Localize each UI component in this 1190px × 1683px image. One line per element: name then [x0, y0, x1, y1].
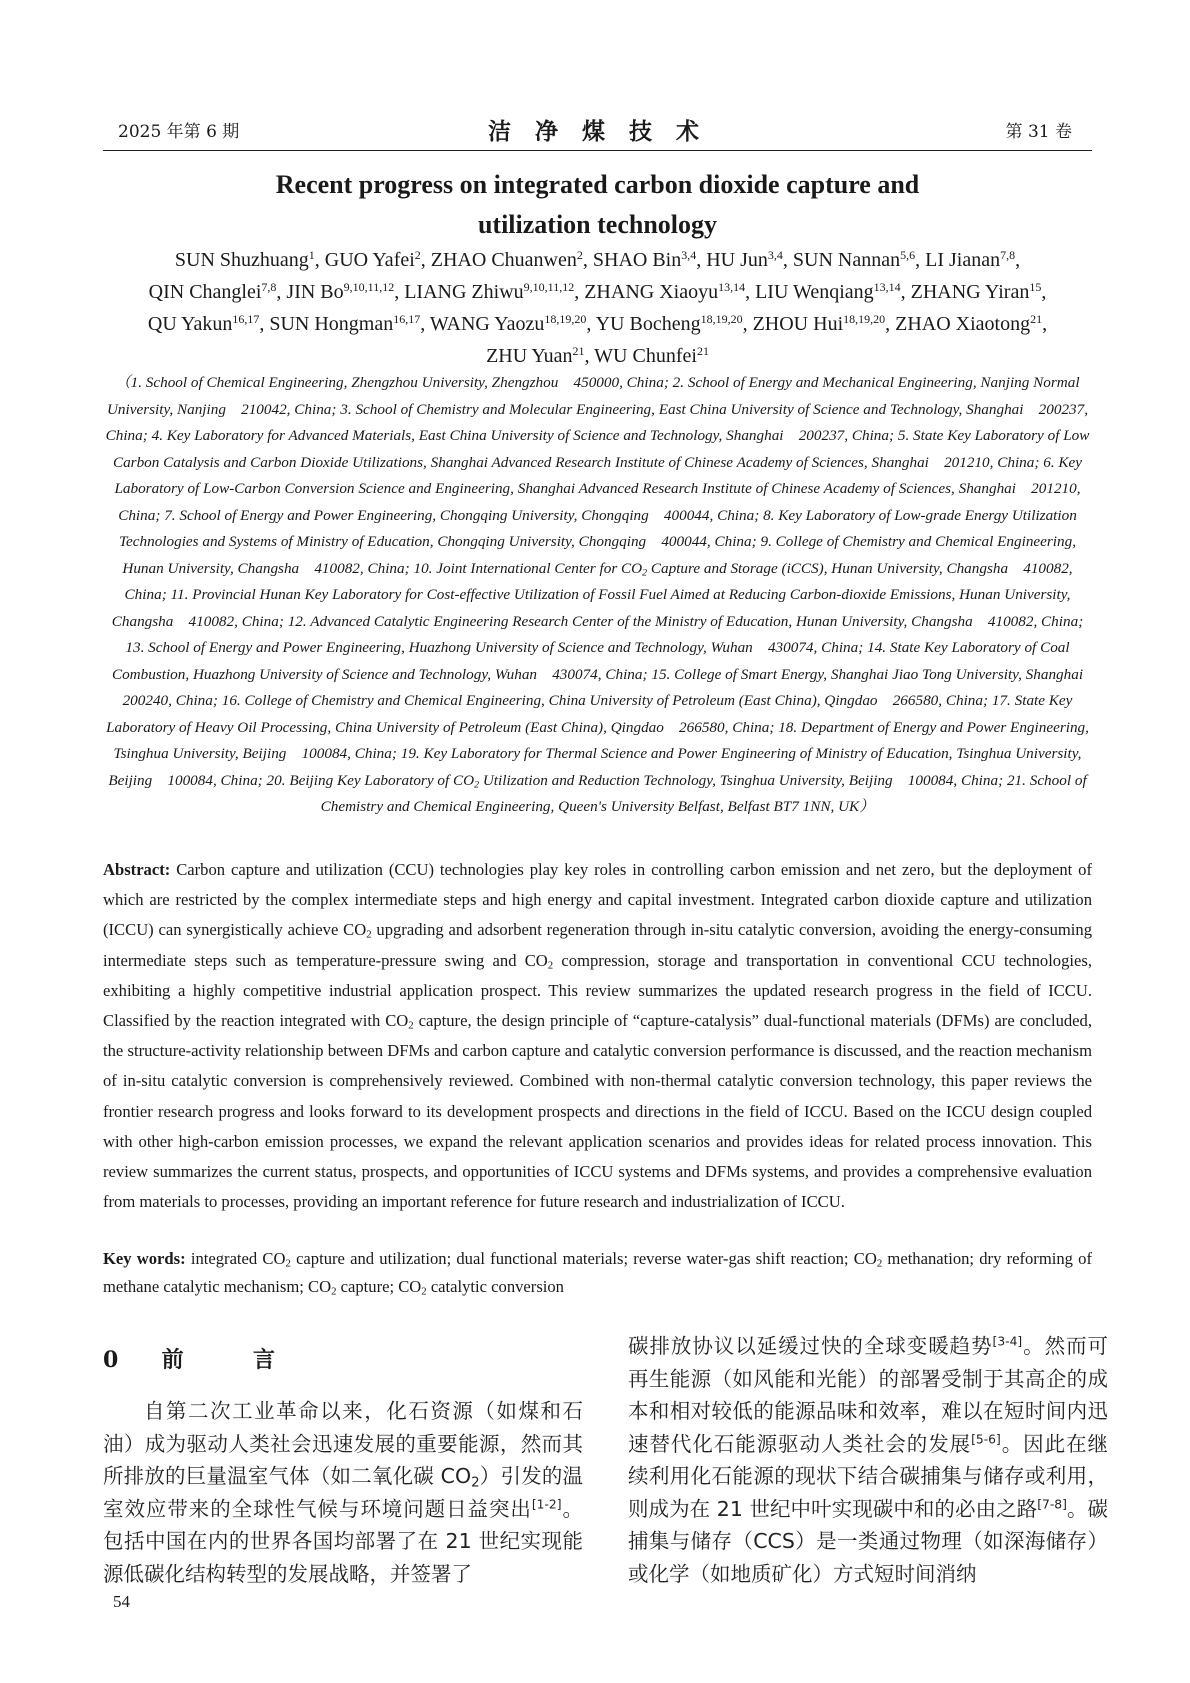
keywords-text: integrated $CO_2$ capture and utilization; dual functional materials; reverse water-gas shift reaction; $CO_2$ methanation; dry reforming of methane catalytic mechanism; $CO_2$ capture; $CO_2$ catalytic conversion	[103, 1249, 1092, 1298]
affiliation-item: 11. Provincial Hunan Key Laboratory for Cost-effective Utilization of Fossil Fuel Aimed at Reducing Carbon-dioxide Emissions, Hunan University, Changsha 410082, China	[111, 586, 1071, 630]
body-column-right	[628, 1330, 1108, 1590]
author-name: WU Chunfei	[594, 345, 697, 367]
author-affiliation-mark: 18,19,20	[544, 311, 587, 326]
author	[925, 249, 1015, 271]
subscript: 2	[331, 1285, 337, 1298]
author-name: ZHAO Xiaotong	[895, 313, 1031, 335]
author-affiliation-mark: 21	[572, 343, 585, 358]
author	[148, 313, 259, 335]
affiliation-item: 17. State Key Laboratory of Heavy Oil Processing, China University of Petroleum (East China), Qingdao 266580, China	[106, 692, 1073, 736]
author-name: SHAO Bin	[592, 249, 682, 271]
affiliation-item: 10. Joint International Center for $CO_2$ Capture and Storage (iCCS), Hunan University, Changsha 410082, China	[124, 559, 1073, 603]
author-affiliation-mark: 1	[308, 247, 315, 262]
author-name: YU Bocheng	[595, 313, 701, 335]
affiliations	[103, 370, 1099, 821]
author-affiliation-mark: 13,14	[873, 279, 901, 294]
affiliation-item: 18. Department of Energy and Power Engineering, Tsinghua University, Beijing 100084, China	[113, 718, 1089, 762]
author-affiliation-mark: 18,19,20	[843, 311, 886, 326]
affiliation-item: 8. Key Laboratory of Low-grade Energy Utilization Technologies and Systems of Ministry of Education, Chongqing University, Chongqing 400044, China	[118, 506, 1077, 550]
author	[593, 249, 696, 271]
subscript: 2	[366, 929, 372, 942]
author-affiliation-mark: 7,8	[261, 279, 277, 294]
author-name: ZHU Yuan	[486, 345, 573, 367]
author	[404, 281, 574, 303]
author-affiliation-mark: 18,19,20	[700, 311, 743, 326]
author-affiliation-mark: 21	[1030, 311, 1043, 326]
article-title	[103, 165, 1092, 245]
author-name: SUN Shuzhuang	[174, 249, 309, 271]
intro-paragraph-right: 碳排放协议以延缓过快的全球变暖趋势[3-4]。然而可再生能源（如风能和光能）的部署受制于其高企的成本和相对较低的能源品味和效率，难以在短时间内迅速替代化石能源驱动人类社会的发展[5-6]。因此在继续利用化石能源的现状下结合碳捕集与储存或利用，则成为在 21 世纪中叶实现碳中和的必由之路[7-8]。碳捕集与储存（CCS）是一类通过物理（如深海储存）或化学（如地质矿化）方式短时间消纳	[628, 1334, 1109, 1586]
author	[793, 249, 915, 271]
section-title-char-2: 言	[253, 1347, 278, 1373]
subscript: 2	[474, 778, 480, 790]
author-name: LIANG Zhiwu	[404, 281, 524, 303]
subscript: 2	[421, 1285, 427, 1298]
body-column-left	[103, 1395, 583, 1590]
abstract-label: Abstract:	[103, 860, 171, 879]
author-affiliation-mark: 13,14	[718, 279, 746, 294]
author	[753, 313, 886, 335]
author-list: SUN Shuzhuang$^1$, GUO Yafei$^2$, ZHAO Chuanwen$^2$, SHAO Bin$^{3,4}$, HU Jun$^{3,4}$, SUN Nannan$^{5,6}$, LI Jianan$^{7,8}$, QIN Changlei$^{7,8}$, JIN Bo$^{9,10,11,12}$, LIANG Zhiwu$^{9,10,11,12}$, ZHANG Xiaoyu$^{13,14}$, LIU Wenqiang$^{13,14}$, ZHANG Yiran$^{15}$, QU Yakun$^{16,17}$, SUN Hongman$^{16,17}$, WANG Yaozu$^{18,19,20}$, YU Bocheng$^{18,19,20}$, ZHOU Hui$^{18,19,20}$, ZHAO Xiaotong$^{21}$, ZHU Yuan$^{21}$, WU Chunfei$^{21}$	[147, 247, 1048, 367]
affiliation-item: 15. College of Smart Energy, Shanghai Jiao Tong University, Shanghai 200240, China	[122, 665, 1099, 709]
author-name: HU Jun	[706, 249, 768, 271]
section-title-char-1: 前	[161, 1347, 186, 1373]
author	[895, 313, 1042, 335]
article-title-line-2: utilization technology	[477, 210, 718, 239]
article-title-line-1: Recent progress on integrated carbon dioxide capture and	[275, 170, 920, 199]
author-affiliation-mark: 7,8	[1000, 247, 1016, 262]
affiliation-item: 12. Advanced Catalytic Engineering Research Center of the Ministry of Education, Hunan University, Changsha 410082, China	[287, 612, 1079, 630]
subscript: 2	[547, 959, 554, 972]
affiliations-open-paren: （	[115, 374, 131, 391]
subscript: 2	[285, 1257, 291, 1270]
author	[911, 281, 1042, 303]
affiliation-list: 1. School of Chemical Engineering, Zhengzhou University, Zhengzhou 450000, China; 2. School of Energy and Mechanical Engineering, Nanjing Normal University, Nanjing 210042, China; 3. School of Chemistry and Molecular Engineering, East China University of Science and Technology, Shanghai 200237, China; 4. Key Laboratory for Advanced Materials, East China University of Science and Technology, Shanghai 200237, China; 5. State Key Laboratory of Low Carbon Catalysis and Carbon Dioxide Utilizations, Shanghai Advanced Research Institute of Chinese Academy of Sciences, Shanghai 201210, China; 6. Key Laboratory of Low-Carbon Conversion Science and Engineering, Shanghai Advanced Research Institute of Chinese Academy of Sciences, Shanghai 201210, China; 7. School of Energy and Power Engineering, Chongqing University, Chongqing 400044, China; 8. Key Laboratory of Low-grade Energy Utilization Technologies and Systems of Ministry of Education, Chongqing University, Chongqing 400044, China; 9. College of Chemistry and Chemical Engineering, Hunan University, Changsha 410082, China; 10. Joint International Center for $CO_2$ Capture and Storage (iCCS), Hunan University, Changsha 410082, China; 11. Provincial Hunan Key Laboratory for Cost-effective Utilization of Fossil Fuel Aimed at Reducing Carbon-dioxide Emissions, Hunan University, Changsha 410082, China; 12. Advanced Catalytic Engineering Research Center of the Ministry of Education, Hunan University, Changsha 410082, China; 13. School of Energy and Power Engineering, Huazhong University of Science and Technology, Wuhan 430074, China; 14. State Key Laboratory of Coal Combustion, Huazhong University of Science and Technology, Wuhan 430074, China; 15. College of Smart Energy, Shanghai Jiao Tong University, Shanghai 200240, China; 16. College of Chemistry and Chemical Engineering, China University of Petroleum (East China), Qingdao 266580, China; 17. State Key Laboratory of Heavy Oil Processing, China University of Petroleum (East China), Qingdao 266580, China; 18. Department of Energy and Power Engineering, Tsinghua University, Beijing 100084, China; 19. Key Laboratory for Thermal Science and Power Engineering of Ministry of Education, Tsinghua University, Beijing 100084, China; 20. Beijing Key Laboratory of $CO_2$ Utilization and Reduction Technology, Tsinghua University, Beijing 100084, China; 21. School of Chemistry and Chemical Engineering, Queen's University Belfast, Belfast BT7 1NN, UK	[105, 374, 1099, 815]
author-affiliation-mark: 9,10,11,12	[523, 279, 575, 294]
author-affiliation-mark: 16,17	[232, 311, 260, 326]
author	[149, 281, 277, 303]
journal-name: 洁 净 煤 技 术	[487, 119, 708, 145]
affiliation-item: 4. Key Laboratory for Advanced Materials, East China University of Science and Technology, Shanghai 200237, China	[151, 427, 889, 444]
author-name: GUO Yafei	[324, 249, 415, 271]
abstract	[103, 855, 1092, 1217]
author	[430, 313, 586, 335]
author-name: LI Jianan	[925, 249, 1001, 271]
author-name: WANG Yaozu	[429, 313, 545, 335]
author-affiliation-mark: 9,10,11,12	[343, 279, 395, 294]
volume-label: 第 31 卷	[1005, 122, 1072, 142]
author-affiliation-mark: 2	[576, 247, 583, 262]
affiliation-item: 3. School of Chemistry and Molecular Engineering, East China University of Science and Technology, Shanghai 200237, China	[105, 400, 1089, 444]
citation-ref: [3-4]	[992, 1334, 1023, 1349]
citation-ref: [5-6]	[971, 1432, 1001, 1447]
author-name: ZHANG Yiran	[910, 281, 1030, 303]
author-name: QU Yakun	[147, 313, 233, 335]
abstract-text: Carbon capture and utilization (CCU) technologies play key roles in controlling carbon emission and net zero, but the deployment of which are restricted by the complex intermediate steps and high energy and capital investment. Integrated carbon dioxide capture and utilization (ICCU) can synergistically achieve $CO_2$ upgrading and adsorbent regeneration through in-situ catalytic conversion, avoiding the energy-consuming intermediate steps such as temperature-pressure swing and $CO_2$ compression, storage and transportation in conventional CCU technologies, exhibiting a highly competitive industrial application prospect. This review summarizes the updated research progress in the field of ICCU. Classified by the reaction integrated with $CO_2$ capture, the design principle of “capture-catalysis” dual-functional materials (DFMs) are concluded, the structure-activity relationship between DFMs and carbon capture and catalytic conversion performance is discussed, and the reaction mechanism of in-situ catalytic conversion is comprehensively reviewed. Combined with non-thermal catalytic conversion technology, this paper reviews the frontier research progress and looks forward to its development prospects and directions in the field of ICCU. Based on the ICCU design coupled with other high-carbon emission processes, we expand the relevant application scenarios and provides ideas for related process innovation. This review summarizes the current status, prospects, and opportunities of ICCU systems and DFMs systems, and provides a comprehensive evaluation from materials to processes, providing an important reference for future research and industrialization of ICCU.	[103, 860, 1093, 1212]
affiliation-item: 2. School of Energy and Mechanical Engineering, Nanjing Normal University, Nanjing 210042, China	[106, 374, 1080, 418]
author	[175, 249, 315, 271]
running-header	[103, 112, 1092, 151]
affiliation-item: 7. School of Energy and Power Engineering, Chongqing University, Chongqing 400044, China	[164, 506, 755, 524]
author	[269, 313, 420, 335]
author	[755, 281, 901, 303]
citation-ref: [1-2]	[531, 1497, 562, 1512]
author-affiliation-mark: 16,17	[393, 311, 421, 326]
issue-label: 2025 年第 6 期	[118, 122, 240, 142]
affiliation-item: 13. School of Energy and Power Engineering, Huazhong University of Science and Technology, Wuhan 430074, China	[125, 639, 859, 656]
author-name: ZHAO Chuanwen	[430, 249, 577, 271]
author-affiliation-mark: 3,4	[767, 247, 783, 262]
author	[706, 249, 783, 271]
author-affiliation-mark: 21	[696, 343, 709, 358]
author-name: JIN Bo	[286, 281, 344, 303]
author-affiliation-mark: 3,4	[681, 247, 697, 262]
author-name: SUN Nannan	[792, 249, 901, 271]
intro-paragraph-left: 自第二次工业革命以来，化石资源（如煤和石油）成为驱动人类社会迅速发展的重要能源，然而其所排放的巨量温室气体（如二氧化碳 $CO_2$）引发的温室效应带来的全球性气候与环境问题日益突出[1-2]。包括中国在内的世界各国均部署了在 21 世纪实现能源低碳化结构转型的发展战略，并签署了	[103, 1399, 584, 1586]
affiliations-close-paren: ）	[859, 798, 875, 815]
author	[286, 281, 394, 303]
affiliation-item: 5. State Key Laboratory of Low Carbon Catalysis and Carbon Dioxide Utilizations, Shanghai Advanced Research Institute of Chinese Academy of Sciences, Shanghai 201210, China	[112, 427, 1090, 471]
author	[431, 249, 583, 271]
affiliation-item: 9. College of Chemistry and Chemical Engineering, Hunan University, Changsha 410082, China	[122, 533, 1077, 577]
author-name: ZHOU Hui	[752, 313, 844, 335]
affiliation-item: 16. College of Chemistry and Chemical Engineering, China University of Petroleum (East China), Qingdao 266580, China	[221, 692, 983, 709]
author	[596, 313, 743, 335]
author-affiliation-mark: 15	[1029, 279, 1042, 294]
author	[486, 345, 584, 367]
citation-ref: [7-8]	[1037, 1497, 1067, 1512]
affiliation-item: 6. Key Laboratory of Low-Carbon Conversion Science and Engineering, Shanghai Advanced Research Institute of Chinese Academy of Sciences, Shanghai 201210, China	[114, 453, 1083, 524]
author	[594, 345, 709, 367]
subscript: 2	[408, 1019, 414, 1032]
keywords-label: Key words:	[103, 1249, 186, 1268]
subscript: 2	[876, 1257, 883, 1270]
author-name: SUN Hongman	[269, 313, 394, 335]
author-affiliation-mark: 5,6	[900, 247, 916, 262]
author	[584, 281, 745, 303]
page-number: 54	[113, 1592, 130, 1611]
affiliation-item: 14. State Key Laboratory of Coal Combustion, Huazhong University of Science and Technology, Wuhan 430074, China	[111, 639, 1070, 683]
author-name: ZHANG Xiaoyu	[584, 281, 719, 303]
keywords	[103, 1245, 1092, 1301]
author-affiliation-mark: 2	[414, 247, 421, 262]
section-heading-introduction	[103, 1343, 277, 1374]
affiliation-item: 1. School of Chemical Engineering, Zhengzhou University, Zhengzhou 450000, China	[130, 374, 664, 391]
affiliation-item: 19. Key Laboratory for Thermal Science and Power Engineering of Ministry of Education, Tsinghua University, Beijing 100084, China	[108, 745, 1082, 789]
section-number: 0	[103, 1347, 121, 1373]
author	[325, 249, 421, 271]
author-name: LIU Wenqiang	[755, 281, 874, 303]
affiliation-item: 21. School of Chemistry and Chemical Engineering, Queen's University Belfast, Belfast BT7 1NN, UK	[320, 771, 1087, 815]
subscript: 2	[471, 1475, 480, 1491]
author-name: QIN Changlei	[148, 281, 262, 303]
subscript: 2	[642, 566, 648, 578]
affiliation-item: 20. Beijing Key Laboratory of $CO_2$ Utilization and Reduction Technology, Tsinghua University, Beijing 100084, China	[266, 771, 999, 790]
